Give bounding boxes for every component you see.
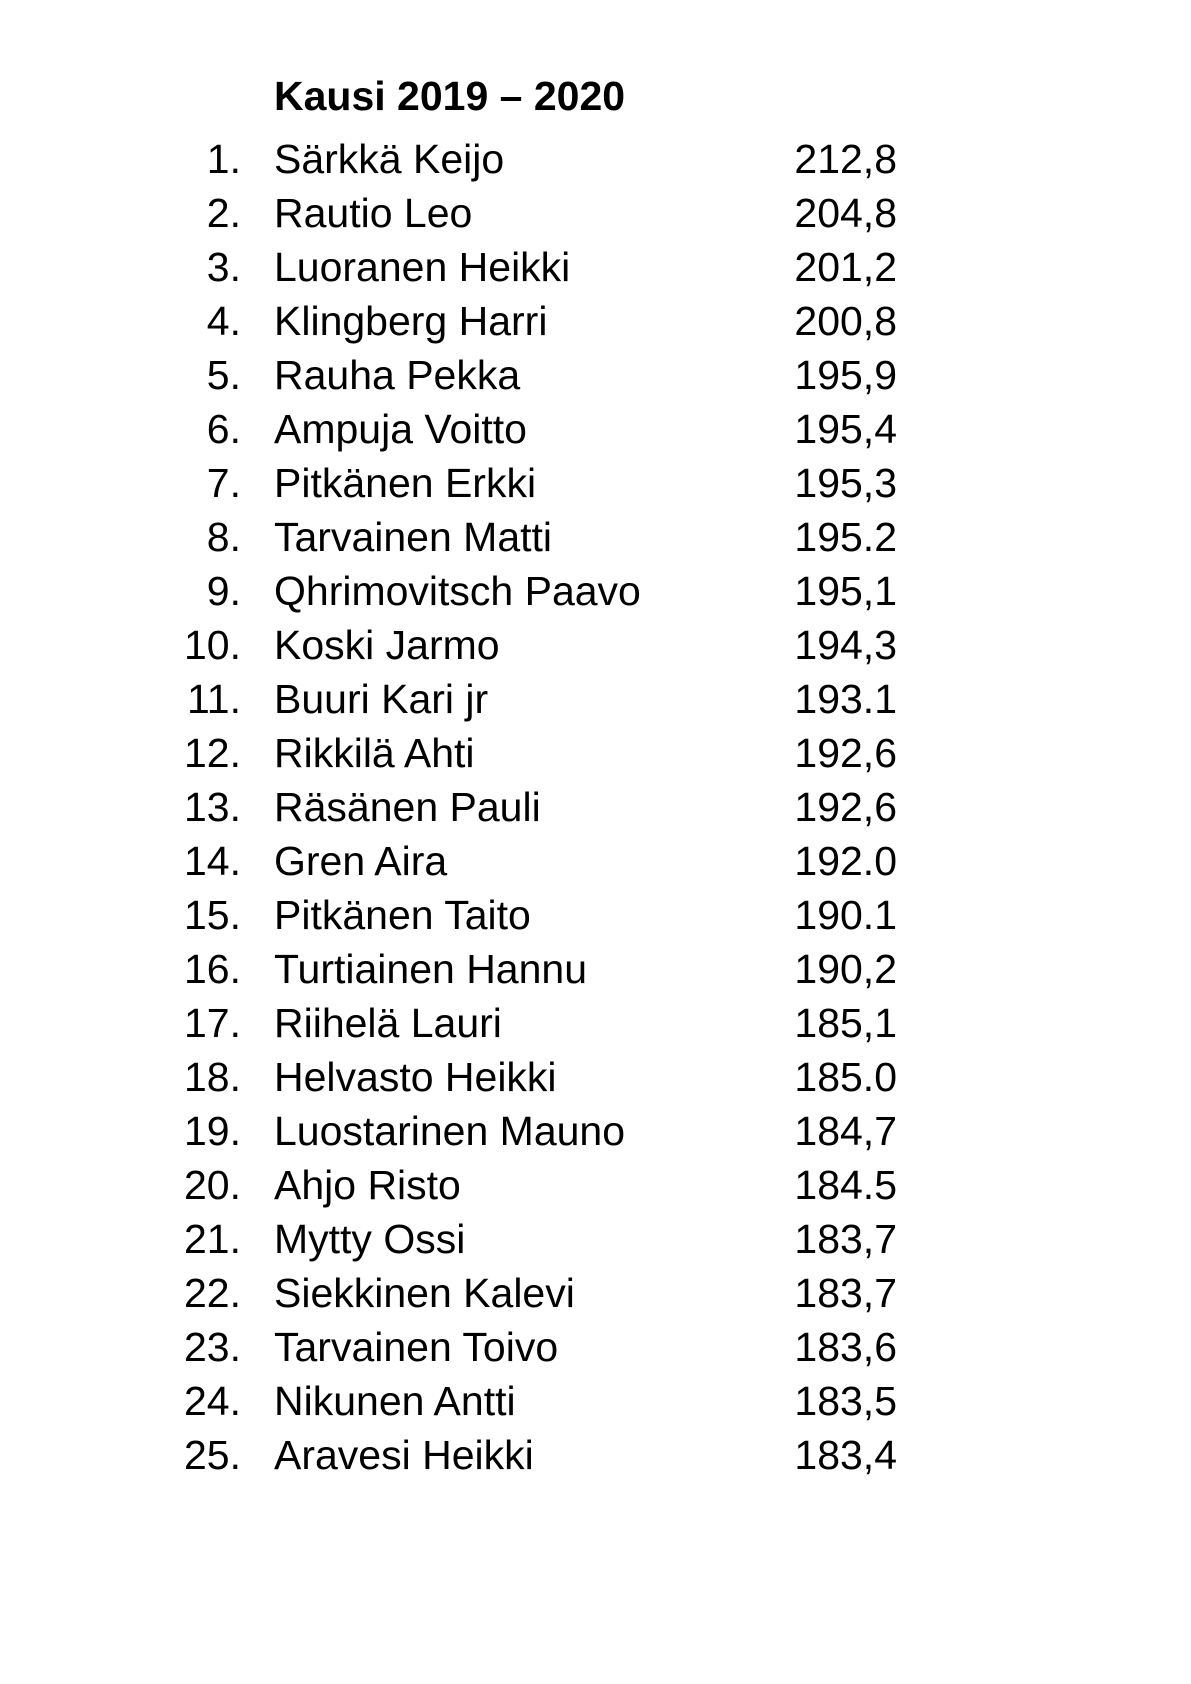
competitor-name: Koski Jarmo xyxy=(274,622,500,668)
ranking-row xyxy=(0,510,1191,564)
ranking-row xyxy=(0,1374,1191,1428)
score-value: 192,6 xyxy=(794,784,897,830)
competitor-name: Ahjo Risto xyxy=(274,1162,461,1208)
competitor-name: Gren Aira xyxy=(274,838,448,884)
score-value: 184.5 xyxy=(794,1162,897,1208)
ranking-row xyxy=(0,888,1191,942)
ranking-row xyxy=(0,1266,1191,1320)
rank-number: 13. xyxy=(184,784,241,830)
competitor-name: Nikunen Antti xyxy=(274,1378,516,1424)
rank-number: 19. xyxy=(184,1108,241,1154)
score-value: 200,8 xyxy=(794,298,897,344)
competitor-name: Rikkilä Ahti xyxy=(274,730,475,776)
rank-number: 17. xyxy=(184,1000,241,1046)
rank-number: 3. xyxy=(206,244,241,290)
competitor-name: Buuri Kari jr xyxy=(274,676,489,722)
competitor-name: Siekkinen Kalevi xyxy=(274,1270,575,1316)
score-value: 184,7 xyxy=(794,1108,897,1154)
rank-number: 7. xyxy=(206,460,241,506)
ranking-row xyxy=(0,1104,1191,1158)
score-value: 183,7 xyxy=(794,1270,897,1316)
ranking-row xyxy=(0,402,1191,456)
rank-number: 4. xyxy=(206,298,241,344)
rank-number: 16. xyxy=(184,946,241,992)
ranking-row xyxy=(0,834,1191,888)
rank-number: 9. xyxy=(206,568,241,614)
ranking-row xyxy=(0,1158,1191,1212)
ranking-row xyxy=(0,294,1191,348)
competitor-name: Helvasto Heikki xyxy=(274,1054,557,1100)
ranking-row xyxy=(0,186,1191,240)
score-value: 212,8 xyxy=(794,136,897,182)
ranking-row xyxy=(0,456,1191,510)
score-value: 190,2 xyxy=(794,946,897,992)
score-value: 193.1 xyxy=(794,676,897,722)
ranking-row xyxy=(0,726,1191,780)
ranking-row xyxy=(0,1320,1191,1374)
competitor-name: Räsänen Pauli xyxy=(274,784,541,830)
competitor-name: Luostarinen Mauno xyxy=(274,1108,626,1154)
score-value: 204,8 xyxy=(794,190,897,236)
score-value: 185,1 xyxy=(794,1000,897,1046)
ranking-row xyxy=(0,348,1191,402)
ranking-row xyxy=(0,618,1191,672)
competitor-name: Pitkänen Erkki xyxy=(274,460,537,506)
score-value: 183,4 xyxy=(794,1432,897,1478)
ranking-row xyxy=(0,1212,1191,1266)
ranking-row xyxy=(0,132,1191,186)
score-value: 183,5 xyxy=(794,1378,897,1424)
competitor-name: Rautio Leo xyxy=(274,190,473,236)
score-value: 190.1 xyxy=(794,892,897,938)
competitor-name: Tarvainen Toivo xyxy=(274,1324,559,1370)
rank-number: 14. xyxy=(184,838,241,884)
competitor-name: Aravesi Heikki xyxy=(274,1432,534,1478)
ranking-row xyxy=(0,564,1191,618)
competitor-name: Qhrimovitsch Paavo xyxy=(274,568,641,614)
rank-number: 5. xyxy=(206,352,241,398)
rank-number: 10. xyxy=(184,622,241,668)
rank-number: 8. xyxy=(206,514,241,560)
score-value: 201,2 xyxy=(794,244,897,290)
ranking-row xyxy=(0,672,1191,726)
competitor-name: Luoranen Heikki xyxy=(274,244,571,290)
ranking-row xyxy=(0,996,1191,1050)
competitor-name: Rauha Pekka xyxy=(274,352,521,398)
page-title: Kausi 2019 – 2020 xyxy=(274,73,626,119)
rank-number: 22. xyxy=(184,1270,241,1316)
ranking-row xyxy=(0,1050,1191,1104)
score-value: 185.0 xyxy=(794,1054,897,1100)
competitor-name: Turtiainen Hannu xyxy=(274,946,588,992)
rank-number: 1. xyxy=(206,136,241,182)
rank-number: 23. xyxy=(184,1324,241,1370)
score-value: 195,4 xyxy=(794,406,897,452)
competitor-name: Tarvainen Matti xyxy=(274,514,553,560)
ranking-row xyxy=(0,780,1191,834)
ranking-row xyxy=(0,942,1191,996)
competitor-name: Riihelä Lauri xyxy=(274,1000,502,1046)
rank-number: 12. xyxy=(184,730,241,776)
rank-number: 11. xyxy=(187,676,241,722)
competitor-name: Pitkänen Taito xyxy=(274,892,531,938)
score-value: 192.0 xyxy=(794,838,897,884)
score-value: 194,3 xyxy=(794,622,897,668)
score-value: 195,9 xyxy=(794,352,897,398)
score-value: 183,6 xyxy=(794,1324,897,1370)
ranking-list xyxy=(0,132,1191,1482)
score-value: 183,7 xyxy=(794,1216,897,1262)
competitor-name: Särkkä Keijo xyxy=(274,136,505,182)
score-value: 192,6 xyxy=(794,730,897,776)
competitor-name: Ampuja Voitto xyxy=(274,406,527,452)
score-value: 195.2 xyxy=(794,514,897,560)
ranking-row xyxy=(0,240,1191,294)
ranking-row xyxy=(0,1428,1191,1482)
rank-number: 25. xyxy=(184,1432,241,1478)
competitor-name: Klingberg Harri xyxy=(274,298,548,344)
competitor-name: Mytty Ossi xyxy=(274,1216,466,1262)
rank-number: 6. xyxy=(206,406,241,452)
rank-number: 20. xyxy=(184,1162,241,1208)
rank-number: 15. xyxy=(184,892,241,938)
rank-number: 21. xyxy=(184,1216,241,1262)
rank-number: 24. xyxy=(184,1378,241,1424)
rank-number: 18. xyxy=(184,1054,241,1100)
rank-number: 2. xyxy=(206,190,241,236)
score-value: 195,3 xyxy=(794,460,897,506)
score-value: 195,1 xyxy=(794,568,897,614)
